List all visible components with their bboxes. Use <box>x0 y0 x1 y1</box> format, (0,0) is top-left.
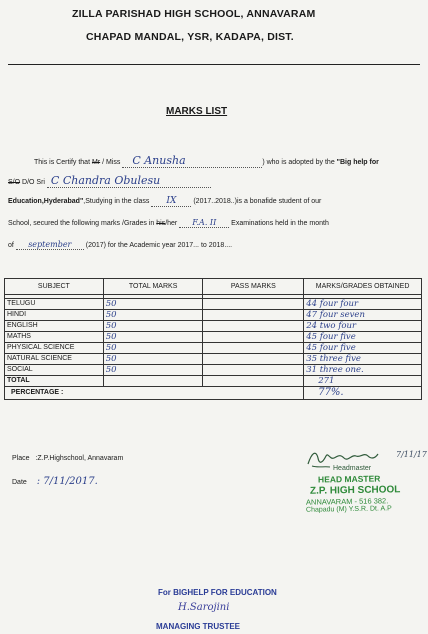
cert-text: ) who is adopted by the <box>262 159 337 166</box>
subject-cell: PHYSICAL SCIENCE <box>5 343 104 354</box>
cert-text: of <box>8 242 14 249</box>
cert-text: School, secured the following marks /Grades in <box>8 220 155 227</box>
table-row-total <box>5 376 422 387</box>
cert-text: Examinations held in the month <box>231 220 329 227</box>
so-struck: S/O <box>8 179 21 186</box>
percentage-label: PERCENTAGE : <box>5 387 304 400</box>
subject-cell: MATHS <box>5 332 104 343</box>
table-row <box>5 310 422 321</box>
percentage-value: 77%. <box>304 387 422 400</box>
class-value: IX <box>151 196 191 207</box>
academic-year-from: 2017 <box>177 242 194 249</box>
stamp-line-4: Chapadu (M) Y.S.R. Dt. A.P <box>305 505 392 514</box>
obtained-cell: 45 four five <box>304 343 422 354</box>
student-name: C Anusha <box>122 154 262 168</box>
cert-line-5: of september (2017) for the Academic year 2017... to 2018.... <box>8 240 233 249</box>
table-row <box>5 321 422 332</box>
total-cell: 50 <box>103 332 203 343</box>
program-name: "Big help for <box>336 159 379 166</box>
place-value: :Z.P.Highschool, Annavaram <box>35 455 124 462</box>
place-line <box>12 455 123 462</box>
total-value: 271 <box>304 376 422 387</box>
mr-struck: Mr <box>91 159 101 166</box>
date-line <box>12 476 98 487</box>
academic-year-to: 2018 <box>208 242 225 249</box>
trustee-signature: H.Sarojini <box>178 602 230 613</box>
cert-text: ) for the Academic year <box>103 242 176 249</box>
total-cell: 50 <box>103 365 203 376</box>
total-cell: 50 <box>103 343 203 354</box>
total-cell: 50 <box>103 321 203 332</box>
obtained-cell: 47 four seven <box>304 310 422 321</box>
subject-cell: ENGLISH <box>5 321 104 332</box>
subject-cell: TELUGU <box>5 299 104 310</box>
obtained-cell: 45 four five <box>304 332 422 343</box>
cert-text: to <box>200 242 207 249</box>
table-row <box>5 354 422 365</box>
trustee-title: MANAGING TRUSTEE <box>156 622 240 631</box>
obtained-cell: 31 three one. <box>304 365 422 376</box>
cert-text: This is Certify that <box>34 159 91 166</box>
cert-text: D/O Sri <box>22 179 45 186</box>
cert-line-3: Education,Hyderabad",Studying in the class IX (2017..2018..)is a bonafide student of our <box>8 196 322 206</box>
parent-name: C Chandra Obulesu <box>47 174 211 188</box>
obtained-cell: 44 four four <box>304 299 422 310</box>
table-row <box>5 299 422 310</box>
header-total-marks: TOTAL MARKS <box>103 279 203 295</box>
header-divider <box>8 64 420 65</box>
marks-table <box>4 278 422 400</box>
headmaster-caption: Headmaster <box>333 465 372 472</box>
table-header-row <box>5 279 422 295</box>
exam-value: F.A. II <box>179 218 229 228</box>
subject-cell: HINDI <box>5 310 104 321</box>
table-row <box>5 365 422 376</box>
his-struck: his <box>156 220 166 227</box>
school-name: ZILLA PARISHAD HIGH SCHOOL, ANNAVARAM <box>72 8 316 20</box>
cert-line-4 <box>8 218 329 228</box>
document-title: MARKS LIST <box>166 106 228 117</box>
subject-cell: NATURAL SCIENCE <box>5 354 104 365</box>
header-subject: SUBJECT <box>5 279 104 295</box>
bighelp-label: For BIGHELP FOR EDUCATION <box>158 588 277 597</box>
table-row <box>5 343 422 354</box>
month-value: september <box>16 240 84 250</box>
cert-line-1 <box>34 154 379 168</box>
stamp-line-2: Z.P. HIGH SCHOOL <box>309 484 401 497</box>
obtained-cell: 24 two four <box>304 321 422 332</box>
date-value: : 7/11/2017. <box>36 476 98 487</box>
total-cell: 50 <box>103 310 203 321</box>
date-label: Date <box>12 479 27 486</box>
year-value: (2017 <box>85 242 104 249</box>
headmaster-sig-date: 7/11/17 <box>396 450 427 459</box>
program-name-2: Education,Hyderabad" <box>8 198 84 205</box>
header-pass-marks: PASS MARKS <box>203 279 304 295</box>
year-close: 2018 <box>215 198 231 205</box>
cert-text: / Miss <box>102 159 121 166</box>
place-label: Place <box>12 455 30 462</box>
year-open: (2017 <box>193 198 212 205</box>
cert-text: /her <box>165 220 178 227</box>
cert-line-2 <box>8 174 211 188</box>
total-label: TOTAL <box>5 376 104 387</box>
obtained-cell: 35 three five <box>304 354 422 365</box>
total-cell: 50 <box>103 299 203 310</box>
subject-cell: SOCIAL <box>5 365 104 376</box>
cert-text: )is a bonafide student of our <box>234 198 322 205</box>
table-row <box>5 332 422 343</box>
cert-text: ,Studying in the class <box>83 198 150 205</box>
school-address: CHAPAD MANDAL, YSR, KADAPA, DIST. <box>86 31 294 43</box>
stamp-line-1: HEAD MASTER <box>317 473 381 485</box>
table-row-percentage <box>5 387 422 400</box>
stamp-line-3: ANNAVARAM - 516 382. <box>305 496 389 507</box>
total-cell: 50 <box>103 354 203 365</box>
header-obtained: MARKS/GRADES OBTAINED <box>304 279 422 295</box>
